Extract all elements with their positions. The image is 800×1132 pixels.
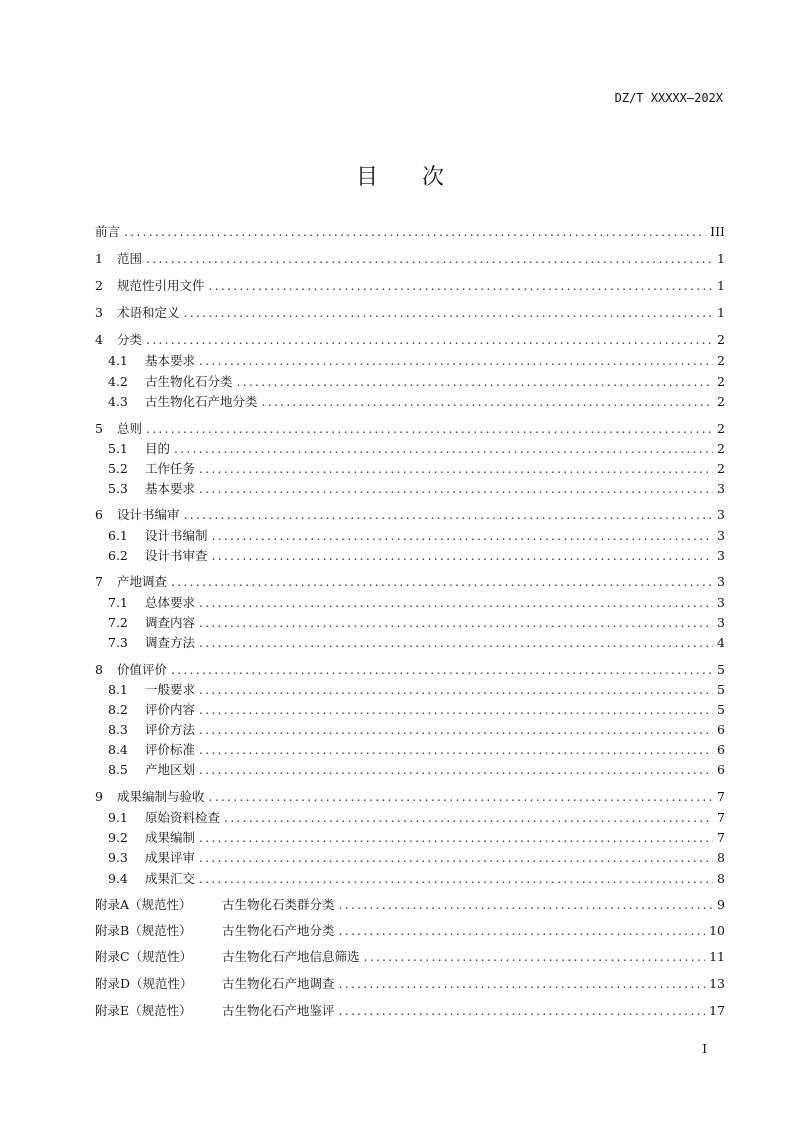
toc-entry[interactable] bbox=[108, 459, 725, 477]
dot-leader bbox=[199, 353, 713, 368]
toc-entry-page: 2 bbox=[717, 373, 725, 389]
toc-entry[interactable] bbox=[108, 848, 725, 866]
toc-entry-page: 3 bbox=[717, 527, 725, 543]
toc-entry-label: 规范性引用文件 bbox=[117, 278, 205, 293]
toc-entry[interactable] bbox=[95, 660, 725, 678]
dot-leader bbox=[199, 635, 713, 650]
dot-leader bbox=[199, 762, 713, 777]
toc-entry-page: 2 bbox=[717, 331, 725, 347]
toc-entry-number: 8.2 bbox=[108, 701, 128, 717]
toc-entry-page: 3 bbox=[717, 594, 725, 610]
dot-leader bbox=[184, 507, 714, 522]
toc-entry-label: 总则 bbox=[117, 421, 143, 436]
toc-entry-page: 2 bbox=[717, 393, 725, 409]
toc-entry-label: 成果评审 bbox=[145, 850, 196, 865]
toc-entry-label: 评价标准 bbox=[145, 742, 196, 757]
toc-entry-page: 2 bbox=[717, 420, 725, 436]
dot-leader bbox=[339, 923, 706, 938]
toc-entry[interactable] bbox=[95, 276, 725, 294]
toc-entry-label: 术语和定义 bbox=[117, 305, 180, 320]
toc-entry-label: 成果编制 bbox=[145, 830, 196, 845]
toc-entry-page: 7 bbox=[717, 809, 725, 825]
toc-entry-page: 17 bbox=[709, 1002, 725, 1018]
dot-leader bbox=[199, 871, 713, 886]
toc-entry-label: 一般要求 bbox=[145, 682, 196, 697]
document-code: DZ/T XXXXX—202X bbox=[614, 91, 723, 105]
title-char: 目 bbox=[355, 165, 378, 190]
toc-entry-page: 13 bbox=[709, 975, 725, 991]
toc-entry-page: 3 bbox=[717, 573, 725, 589]
dot-leader bbox=[212, 548, 714, 563]
toc-entry[interactable] bbox=[108, 760, 725, 778]
toc-entry[interactable] bbox=[108, 720, 725, 738]
toc-entry-label: 设计书编审 bbox=[117, 507, 180, 522]
dot-leader bbox=[199, 595, 713, 610]
toc-entry-page: 6 bbox=[717, 721, 725, 737]
toc-entry[interactable] bbox=[95, 787, 725, 805]
toc-entry-label: 价值评价 bbox=[117, 662, 168, 677]
toc-entry[interactable] bbox=[95, 947, 725, 965]
toc-entry-page: 1 bbox=[717, 304, 725, 320]
toc-entry-label: 调查方法 bbox=[145, 635, 196, 650]
dot-leader bbox=[146, 251, 713, 266]
title-char: 次 bbox=[422, 165, 445, 190]
toc-entry-page: 2 bbox=[717, 352, 725, 368]
toc-entry-label: 古生物化石产地分类 bbox=[145, 394, 258, 409]
dot-leader bbox=[171, 574, 713, 589]
toc-entry-label: 古生物化石产地分类 bbox=[222, 923, 335, 938]
toc-entry-number: 8.4 bbox=[108, 741, 128, 757]
toc-entry-page: 8 bbox=[717, 870, 725, 886]
page-title bbox=[0, 160, 800, 191]
toc-entry-number: 附录E（规范性） bbox=[95, 1003, 192, 1018]
toc-entry-number: 2 bbox=[95, 277, 103, 293]
toc-entry-label: 基本要求 bbox=[145, 353, 196, 368]
toc-entry[interactable] bbox=[108, 613, 725, 631]
toc-entry[interactable] bbox=[108, 439, 725, 457]
toc-entry-number: 8.1 bbox=[108, 681, 128, 697]
toc-entry[interactable] bbox=[95, 249, 725, 267]
toc-entry-label: 评价方法 bbox=[145, 722, 196, 737]
toc-entry-page: 9 bbox=[717, 896, 725, 912]
dot-leader bbox=[209, 789, 714, 804]
toc-entry-label: 设计书编制 bbox=[145, 528, 208, 543]
toc-entry-number: 7.2 bbox=[108, 614, 128, 630]
toc-entry-label: 成果编制与验收 bbox=[117, 789, 205, 804]
dot-leader bbox=[212, 528, 714, 543]
toc-entry-number: 9.3 bbox=[108, 849, 128, 865]
dot-leader bbox=[224, 810, 713, 825]
toc-entry-page: 7 bbox=[717, 829, 725, 845]
toc-entry-page: 6 bbox=[717, 741, 725, 757]
toc-entry-label: 成果汇交 bbox=[145, 871, 196, 886]
toc-entry-page: 7 bbox=[717, 788, 725, 804]
toc-entry-number: 5.3 bbox=[108, 480, 128, 496]
toc-entry-number: 附录C（规范性） bbox=[95, 949, 193, 964]
toc-entry-label: 总体要求 bbox=[145, 595, 196, 610]
toc-entry[interactable] bbox=[108, 546, 725, 564]
toc-entry[interactable] bbox=[108, 680, 725, 698]
toc-entry-label: 范围 bbox=[117, 251, 143, 266]
toc-entry-label: 评价内容 bbox=[145, 702, 196, 717]
dot-leader bbox=[339, 1003, 706, 1018]
toc-entry-number: 4.2 bbox=[108, 373, 128, 389]
toc-entry-page: 2 bbox=[717, 440, 725, 456]
dot-leader bbox=[199, 615, 713, 630]
toc-entry-number: 9.4 bbox=[108, 870, 128, 886]
toc-entry-number: 8 bbox=[95, 661, 103, 677]
toc-entry-label: 古生物化石分类 bbox=[145, 374, 233, 389]
toc-entry-page: 10 bbox=[709, 922, 725, 938]
toc-entry-label: 工作任务 bbox=[145, 461, 196, 476]
toc-entry-page: 8 bbox=[717, 849, 725, 865]
toc-entry-page: 1 bbox=[717, 250, 725, 266]
toc-entry-label: 古生物化石产地调查 bbox=[222, 976, 335, 991]
toc-entry-page: 5 bbox=[717, 681, 725, 697]
toc-entry[interactable] bbox=[108, 808, 725, 826]
toc-entry[interactable] bbox=[95, 1001, 725, 1019]
toc-entry-page: 1 bbox=[717, 277, 725, 293]
dot-leader bbox=[199, 682, 713, 697]
toc-entry-number: 附录A（规范性） bbox=[95, 897, 192, 912]
toc-entry-page: 11 bbox=[709, 948, 725, 964]
toc-entry[interactable] bbox=[95, 303, 725, 321]
dot-leader bbox=[124, 224, 706, 239]
dot-leader bbox=[146, 332, 713, 347]
toc-entry[interactable] bbox=[108, 869, 725, 887]
toc-entry-number: 4.3 bbox=[108, 393, 128, 409]
toc-entry-label: 古生物化石产地信息筛选 bbox=[222, 949, 360, 964]
toc-entry-number: 9.1 bbox=[108, 809, 128, 825]
dot-leader bbox=[199, 742, 713, 757]
dot-leader bbox=[174, 441, 713, 456]
toc-entry-number: 6.2 bbox=[108, 547, 128, 563]
toc-entry-number: 3 bbox=[95, 304, 103, 320]
toc-entry-number: 1 bbox=[95, 250, 103, 266]
toc-entry[interactable] bbox=[95, 505, 725, 523]
toc-entry-number: 7 bbox=[95, 573, 103, 589]
toc-entry[interactable] bbox=[95, 419, 725, 437]
dot-leader bbox=[184, 305, 714, 320]
toc-entry[interactable] bbox=[108, 700, 725, 718]
dot-leader bbox=[364, 949, 706, 964]
dot-leader bbox=[199, 830, 713, 845]
toc-entry-page: 2 bbox=[717, 460, 725, 476]
toc-entry-number: 附录B（规范性） bbox=[95, 923, 192, 938]
toc-entry[interactable] bbox=[108, 351, 725, 369]
toc-entry[interactable] bbox=[95, 222, 725, 240]
toc-entry[interactable] bbox=[95, 974, 725, 992]
toc-entry[interactable] bbox=[108, 828, 725, 846]
toc-entry-page: 6 bbox=[717, 761, 725, 777]
page-number: I bbox=[702, 1042, 707, 1056]
toc-entry[interactable] bbox=[108, 633, 725, 651]
dot-leader bbox=[199, 481, 713, 496]
toc-entry-number: 6 bbox=[95, 506, 103, 522]
toc-entry-number: 4.1 bbox=[108, 352, 128, 368]
dot-leader bbox=[209, 278, 714, 293]
toc-entry[interactable] bbox=[95, 572, 725, 590]
dot-leader bbox=[339, 897, 714, 912]
toc-entry-number: 5.2 bbox=[108, 460, 128, 476]
toc-entry-label: 设计书审查 bbox=[145, 548, 208, 563]
toc-entry[interactable] bbox=[108, 372, 725, 390]
toc-entry-label: 古生物化石类群分类 bbox=[222, 897, 335, 912]
dot-leader bbox=[171, 662, 713, 677]
toc-entry-page: 3 bbox=[717, 547, 725, 563]
toc-entry-number: 9 bbox=[95, 788, 103, 804]
toc-entry-label: 前言 bbox=[95, 224, 121, 239]
toc-entry[interactable] bbox=[95, 895, 725, 913]
dot-leader bbox=[262, 394, 714, 409]
toc-entry-label: 基本要求 bbox=[145, 481, 196, 496]
toc-entry-number: 8.3 bbox=[108, 721, 128, 737]
dot-leader bbox=[237, 374, 714, 389]
toc-entry-number: 附录D（规范性） bbox=[95, 976, 193, 991]
toc-entry[interactable] bbox=[108, 593, 725, 611]
toc-entry-number: 7.1 bbox=[108, 594, 128, 610]
toc-entry[interactable] bbox=[95, 921, 725, 939]
toc-entry-page: 3 bbox=[717, 480, 725, 496]
toc-entry[interactable] bbox=[108, 392, 725, 410]
toc-entry-label: 古生物化石产地鉴评 bbox=[222, 1003, 335, 1018]
toc-entry-label: 产地区划 bbox=[145, 762, 196, 777]
toc-entry-number: 8.5 bbox=[108, 761, 128, 777]
toc-entry-number: 5.1 bbox=[108, 440, 128, 456]
toc-entry-page: 3 bbox=[717, 506, 725, 522]
toc-entry[interactable] bbox=[108, 526, 725, 544]
toc-entry-page: III bbox=[710, 223, 725, 239]
toc-entry[interactable] bbox=[108, 479, 725, 497]
dot-leader bbox=[339, 976, 706, 991]
dot-leader bbox=[146, 421, 713, 436]
toc-entry-label: 调查内容 bbox=[145, 615, 196, 630]
dot-leader bbox=[199, 850, 713, 865]
toc-entry-page: 4 bbox=[717, 634, 725, 650]
toc-entry-number: 9.2 bbox=[108, 829, 128, 845]
dot-leader bbox=[199, 461, 713, 476]
toc-entry[interactable] bbox=[95, 330, 725, 348]
toc-entry-label: 分类 bbox=[117, 332, 143, 347]
toc-entry-page: 5 bbox=[717, 701, 725, 717]
toc-entry-page: 5 bbox=[717, 661, 725, 677]
toc-entry-number: 5 bbox=[95, 420, 103, 436]
toc-entry-page: 3 bbox=[717, 614, 725, 630]
dot-leader bbox=[199, 702, 713, 717]
toc-entry-label: 产地调查 bbox=[117, 574, 168, 589]
toc-entry-label: 目的 bbox=[145, 441, 171, 456]
toc-entry-number: 6.1 bbox=[108, 527, 128, 543]
toc-entry-number: 7.3 bbox=[108, 634, 128, 650]
toc-entry[interactable] bbox=[108, 740, 725, 758]
toc-entry-number: 4 bbox=[95, 331, 103, 347]
dot-leader bbox=[199, 722, 713, 737]
toc-entry-label: 原始资料检查 bbox=[145, 810, 221, 825]
